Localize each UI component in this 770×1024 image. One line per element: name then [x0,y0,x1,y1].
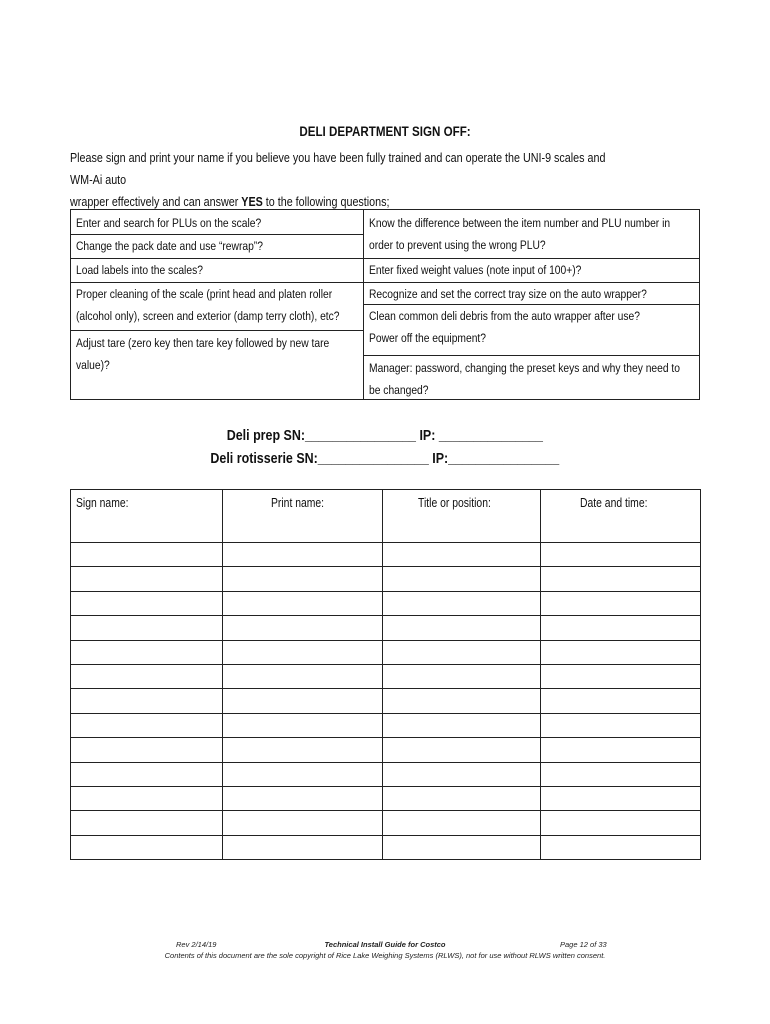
date-cell[interactable] [541,640,701,664]
date-cell[interactable] [541,738,701,762]
date-cell[interactable] [541,786,701,810]
date-cell[interactable] [541,616,701,640]
date-cell[interactable] [541,713,701,737]
date-cell[interactable] [541,811,701,835]
header-title-position: Title or position: [383,490,541,543]
questions-table [70,209,700,400]
intro-yes: YES [241,195,263,209]
table-row [71,567,701,591]
question-left-4a: Proper cleaning of the scale (print head and platen roller [76,287,333,301]
table-row [71,591,701,615]
title-cell[interactable] [383,591,541,615]
question-right-4: Clean common deli debris from the auto wrapper after use? [369,309,640,323]
sign-cell[interactable] [71,543,223,567]
table-row [71,616,701,640]
table-row [71,640,701,664]
sign-cell[interactable] [71,811,223,835]
title-cell[interactable] [383,640,541,664]
title-cell[interactable] [383,664,541,688]
title-cell[interactable] [383,738,541,762]
footer-copyright: Contents of this document are the sole copyright of Rice Lake Weighing Systems (RLWS), not for use without RLWS written consent. [164,951,606,960]
deli-rotisserie-serial: Deli rotisserie SN:________________ IP:________________ [210,451,560,467]
title-cell[interactable] [383,567,541,591]
question-left-3: Load labels into the scales? [76,263,203,277]
print-cell[interactable] [223,762,383,786]
question-left-1: Enter and search for PLUs on the scale? [76,216,262,230]
question-right-5: Power off the equipment? [369,331,487,345]
title-cell[interactable] [383,713,541,737]
table-row [71,811,701,835]
print-cell[interactable] [223,713,383,737]
sign-cell[interactable] [71,713,223,737]
sign-cell[interactable] [71,640,223,664]
intro-text [70,147,710,213]
print-cell[interactable] [223,811,383,835]
table-row [71,543,701,567]
date-cell[interactable] [541,689,701,713]
print-cell[interactable] [223,591,383,615]
question-right-3: Recognize and set the correct tray size on the auto wrapper? [369,287,647,301]
question-left-4b: (alcohol only), screen and exterior (damp terry cloth), etc? [76,309,340,323]
question-right-6b: be changed? [369,383,429,397]
sign-cell[interactable] [71,738,223,762]
sign-cell[interactable] [71,616,223,640]
title-cell[interactable] [383,543,541,567]
sign-cell[interactable] [71,591,223,615]
intro-line-1: Please sign and print your name if you believe you have been fully trained and can operate the UNI-9 scales and WM-Ai auto [70,151,606,187]
sign-cell[interactable] [71,786,223,810]
intro-line-2-end: to the following questions; [262,195,390,209]
title-cell[interactable] [383,616,541,640]
table-row [71,786,701,810]
table-row [71,738,701,762]
header-sign-name: Sign name: [71,490,223,543]
date-cell[interactable] [541,664,701,688]
title-cell[interactable] [383,835,541,859]
print-cell[interactable] [223,738,383,762]
sign-cell[interactable] [71,835,223,859]
title-cell[interactable] [383,762,541,786]
question-right-1b: order to prevent using the wrong PLU? [369,238,546,252]
sign-cell[interactable] [71,664,223,688]
table-row [71,664,701,688]
footer-doc-title: Technical Install Guide for Costco [324,940,446,949]
table-row [71,835,701,859]
sign-cell[interactable] [71,689,223,713]
table-row [71,713,701,737]
print-cell[interactable] [223,664,383,688]
title-cell[interactable] [383,811,541,835]
date-cell[interactable] [541,835,701,859]
table-header-row [71,490,701,543]
print-cell[interactable] [223,616,383,640]
intro-line-2-start: wrapper effectively and can answer [70,195,242,209]
sign-off-table [70,489,701,860]
footer-page-number: Page 12 of 33 [560,940,607,949]
row-divider [364,355,700,356]
question-right-2: Enter fixed weight values (note input of 100+)? [369,263,582,277]
question-left-5a: Adjust tare (zero key then tare key followed by new tare [76,336,330,350]
title-cell[interactable] [383,689,541,713]
date-cell[interactable] [541,762,701,786]
sign-cell[interactable] [71,567,223,591]
print-cell[interactable] [223,786,383,810]
header-print-name: Print name: [223,490,383,543]
print-cell[interactable] [223,567,383,591]
question-left-5b: value)? [76,358,110,372]
header-date-time: Date and time: [541,490,701,543]
print-cell[interactable] [223,543,383,567]
title-cell[interactable] [383,786,541,810]
table-row [71,689,701,713]
print-cell[interactable] [223,835,383,859]
sign-cell[interactable] [71,762,223,786]
deli-prep-serial: Deli prep SN:________________ IP: _______________ [226,428,544,444]
question-right-1a: Know the difference between the item number and PLU number in [369,216,671,230]
row-divider [71,330,363,331]
date-cell[interactable] [541,567,701,591]
date-cell[interactable] [541,543,701,567]
footer-revision: Rev 2/14/19 [176,940,217,949]
print-cell[interactable] [223,640,383,664]
date-cell[interactable] [541,591,701,615]
question-left-2: Change the pack date and use “rewrap”? [76,239,263,253]
question-right-6a: Manager: password, changing the preset keys and why they need to [369,361,681,375]
page-title: DELI DEPARTMENT SIGN OFF: [299,124,471,139]
print-cell[interactable] [223,689,383,713]
table-row [71,762,701,786]
